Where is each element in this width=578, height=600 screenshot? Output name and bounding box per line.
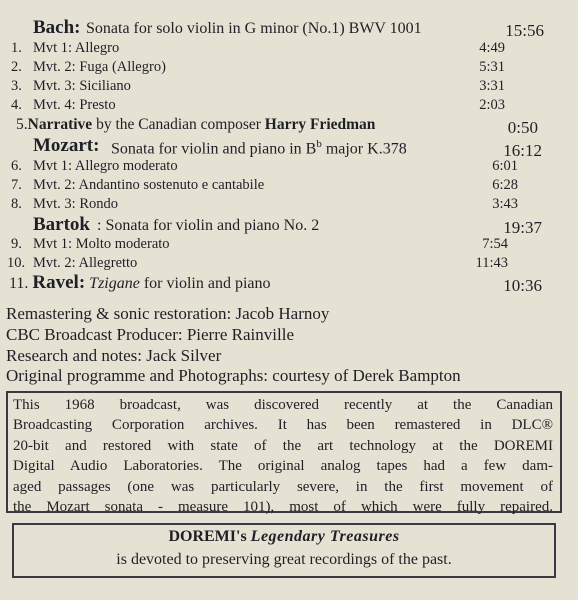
track-3-number: 3.	[11, 78, 22, 94]
mozart-work-mode: major K.378	[321, 140, 407, 158]
notes-line: 20-bit and restored with state of the art technology at the DOREMI	[13, 437, 553, 454]
track-1-number: 1.	[11, 40, 22, 56]
mozart-composer: Mozart:	[33, 135, 100, 156]
narrative-composer: Harry Friedman	[264, 116, 376, 133]
track-9-number: 9.	[11, 236, 22, 252]
track-9-title: Mvt 1: Molto moderato	[33, 236, 170, 252]
narrative-label: Narrative	[27, 116, 93, 133]
track-1-time: 4:49	[479, 40, 505, 56]
track-3-title: Mvt. 3: Siciliano	[33, 78, 131, 94]
track-5-time: 0:50	[507, 118, 538, 137]
mozart-duration: 16:12	[503, 141, 542, 160]
credit-photographs: Original programme and Photographs: courtesy of Derek Bampton	[6, 366, 461, 385]
bartok-duration: 19:37	[503, 218, 542, 237]
narrative-line	[16, 116, 375, 134]
track-7-time: 6:28	[492, 177, 518, 193]
track-11-number: 11.	[9, 275, 29, 292]
notes-line: aged passages (one was particularly severe, in the first movement of	[13, 478, 553, 495]
bach-duration: 15:56	[505, 21, 544, 40]
footer-brand: DOREMI's	[168, 528, 247, 545]
track-1-title: Mvt 1: Allegro	[33, 40, 120, 56]
footer-tagline: is devoted to preserving great recordings of the past.	[116, 551, 452, 568]
notes-line: Broadcasting Corporation archives. It has been remastered in DLC®	[13, 417, 553, 434]
track-9-time: 7:54	[482, 236, 508, 252]
track-6-time: 6:01	[492, 158, 518, 174]
credit-remastering: Remastering & sonic restoration: Jacob Harnoy	[6, 304, 330, 323]
track-4-title: Mvt. 4: Presto	[33, 97, 116, 113]
bach-work: Sonata for solo violin in G minor (No.1) BWV 1001	[86, 20, 422, 37]
footer-series-title: Legendary Treasures	[250, 528, 400, 545]
bartok-work: : Sonata for violin and piano No. 2	[97, 217, 320, 234]
track-2-number: 2.	[11, 59, 22, 75]
mozart-work-key: Sonata for violin and piano in B	[111, 140, 317, 158]
ravel-work-title: Tzigane	[89, 275, 140, 292]
track-7-number: 7.	[11, 177, 22, 193]
ravel-composer: Ravel:	[32, 272, 86, 293]
track-7-title: Mvt. 2: Andantino sostenuto e cantabile	[33, 177, 265, 193]
notes-paragraph	[13, 395, 553, 517]
notes-line: Digital Audio Laboratories. The original analog tapes had a few dam-	[13, 458, 553, 475]
mozart-work-flat: b	[316, 138, 322, 150]
footer-series-line	[12, 528, 556, 546]
notes-line: the Mozart sonata - measure 101), most of which were fully repaired.	[13, 499, 553, 516]
track-4-number: 4.	[11, 97, 22, 113]
track-3-time: 3:31	[479, 78, 505, 94]
notes-line: This 1968 broadcast, was discovered recently at the Canadian	[13, 397, 553, 413]
bach-composer: Bach:	[33, 17, 81, 38]
track-4-time: 2:03	[479, 97, 505, 113]
credit-research: Research and notes: Jack Silver	[6, 346, 222, 365]
track-10-number: 10.	[7, 255, 26, 271]
mozart-work	[111, 138, 407, 158]
ravel-duration: 10:36	[503, 276, 542, 295]
track-8-number: 8.	[11, 196, 22, 212]
ravel-line	[9, 272, 270, 294]
bartok-composer: Bartok	[33, 214, 90, 235]
track-10-time: 11:43	[475, 255, 508, 271]
track-8-title: Mvt. 3: Rondo	[33, 196, 118, 212]
credit-producer: CBC Broadcast Producer: Pierre Rainville	[6, 325, 294, 344]
track-6-number: 6.	[11, 158, 22, 174]
track-2-time: 5:31	[479, 59, 505, 75]
ravel-work-rest: for violin and piano	[139, 275, 271, 292]
track-2-title: Mvt. 2: Fuga (Allegro)	[33, 59, 166, 75]
track-6-title: Mvt 1: Allegro moderato	[33, 158, 178, 174]
track-8-time: 3:43	[492, 196, 518, 212]
track-10-title: Mvt. 2: Allegretto	[33, 255, 138, 271]
narrative-text: by the Canadian composer	[92, 116, 265, 133]
track-5-number: 5.	[16, 116, 28, 133]
